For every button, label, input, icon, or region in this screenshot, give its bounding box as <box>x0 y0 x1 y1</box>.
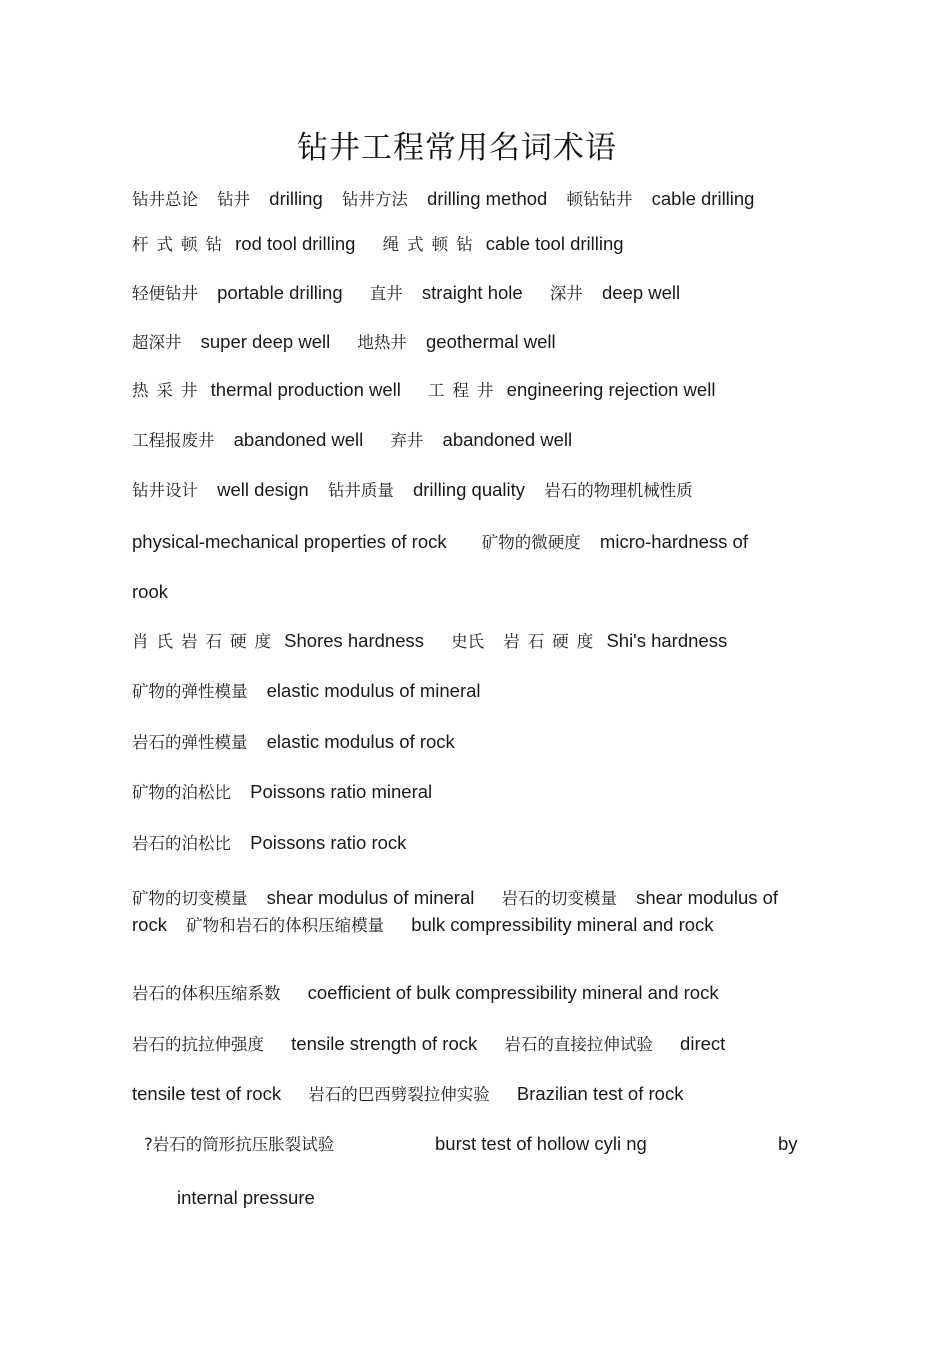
term-en: geothermal well <box>426 331 556 352</box>
term-en: shear modulus of mineral <box>266 887 475 908</box>
term-zh: 矿物的切变模量 <box>132 889 248 908</box>
term-line <box>132 1081 683 1108</box>
term-line <box>132 377 715 404</box>
term-zh: 矿物的泊松比 <box>132 783 231 802</box>
term-zh: 岩石的物理机械性质 <box>544 481 693 500</box>
term-zh: 史氏 <box>451 632 485 651</box>
term-en: elastic modulus of mineral <box>266 680 481 701</box>
term-en: well design <box>217 479 309 500</box>
term-en: internal pressure <box>177 1187 315 1208</box>
term-line <box>132 427 572 454</box>
term-en: physical-mechanical properties of rock <box>132 531 447 552</box>
term-en: abandoned well <box>442 429 573 450</box>
term-zh: 钻井质量 <box>327 481 394 500</box>
term-en: modulus of rock <box>132 887 779 935</box>
term-zh: 地热井 <box>357 333 407 352</box>
term-en: elastic modulus of rock <box>266 731 455 752</box>
term-zh: 岩石的巴西劈裂拉伸实验 <box>308 1085 490 1104</box>
term-zh: 杆式顿钻 <box>132 235 230 254</box>
term-en: abandoned well <box>233 429 364 450</box>
term-en: tensile test of rock <box>132 1083 282 1104</box>
term-zh: 矿物和岩石的体积压缩模量 <box>186 916 385 935</box>
term-en: Shi's hardness <box>606 630 728 651</box>
term-zh: 岩石的弹性模量 <box>132 733 248 752</box>
term-line <box>177 1185 315 1211</box>
term-en: Poissons ratio rock <box>250 832 407 853</box>
term-zh: 岩石的泊松比 <box>132 834 231 853</box>
term-en: bulk compressibility mineral <box>411 914 638 935</box>
term-zh: 顿钻钻井 <box>566 190 633 209</box>
term-paragraph <box>132 885 782 939</box>
term-zh: 工程井 <box>428 381 502 400</box>
term-en: Brazilian test of rock <box>516 1083 684 1104</box>
term-en: micro-hardness of <box>599 531 748 552</box>
term-en: drilling <box>269 188 323 209</box>
term-en: coefficient of bulk compressibility mineral and rock <box>307 982 719 1003</box>
term-zh: 钻井设计 <box>132 481 198 500</box>
term-line <box>132 579 168 605</box>
term-zh: 工程报废井 <box>132 431 215 450</box>
term-zh: 岩石硬度 <box>503 632 602 651</box>
term-line <box>132 529 748 556</box>
term-en: straight hole <box>421 282 523 303</box>
page-title: 钻井工程常用名词术语 <box>297 130 617 166</box>
term-zh: 轻便钻井 <box>132 284 198 303</box>
term-en: and rock <box>642 914 714 935</box>
term-en: cable drilling <box>651 188 755 209</box>
term-zh: 弃井 <box>390 431 424 450</box>
term-zh: 深井 <box>549 284 583 303</box>
term-zh: 岩石的切变模量 <box>501 889 617 908</box>
term-line <box>132 1031 725 1058</box>
term-en: super deep well <box>200 331 331 352</box>
term-line <box>132 779 432 806</box>
term-line <box>132 280 680 307</box>
term-zh: 肖氏岩石硬度 <box>132 632 279 651</box>
term-zh: 钻井方法 <box>341 190 408 209</box>
term-en: cable tool drilling <box>485 233 624 254</box>
term-zh: 热采井 <box>132 381 206 400</box>
term-zh: 岩石的抗拉伸强度 <box>132 1035 264 1054</box>
term-en: burst test of hollow cyli ng <box>435 1133 647 1154</box>
term-en: direct <box>680 1033 726 1054</box>
term-en: Poissons ratio mineral <box>250 781 433 802</box>
term-zh: 岩石的直接拉伸试验 <box>504 1035 653 1054</box>
term-zh: 钻井总论 <box>132 190 198 209</box>
term-line <box>132 729 455 756</box>
term-zh: 矿物的弹性模量 <box>132 682 248 701</box>
term-line <box>132 628 727 655</box>
term-line <box>435 1131 647 1157</box>
term-en: tensile strength of rock <box>291 1033 478 1054</box>
term-en: drilling method <box>427 188 548 209</box>
term-line <box>132 477 693 504</box>
term-en: rod tool drilling <box>235 233 356 254</box>
term-en: shear <box>636 887 683 908</box>
term-en: Shores hardness <box>284 630 425 651</box>
term-zh: 钻井 <box>217 190 251 209</box>
term-en: deep well <box>601 282 681 303</box>
term-en: rook <box>132 581 168 602</box>
term-zh: 超深井 <box>132 333 182 352</box>
term-en: thermal production well <box>210 379 401 400</box>
term-en: drilling quality <box>412 479 526 500</box>
term-zh: 岩石的体积压缩系数 <box>132 984 281 1003</box>
term-line <box>778 1131 798 1157</box>
term-line <box>132 186 754 213</box>
term-en: by <box>778 1133 798 1154</box>
term-line <box>132 830 406 857</box>
term-en: engineering rejection well <box>506 379 716 400</box>
term-zh: 矿物的微硬度 <box>481 533 581 552</box>
term-zh: 直井 <box>369 284 403 303</box>
term-line <box>132 231 624 258</box>
term-line <box>144 1131 334 1158</box>
term-zh: 绳式顿钻 <box>382 235 481 254</box>
term-zh: ?岩石的筒形抗压胀裂试验 <box>144 1135 335 1154</box>
term-line <box>132 980 719 1007</box>
term-en: portable drilling <box>217 282 343 303</box>
term-line <box>132 329 556 356</box>
term-line <box>132 678 481 705</box>
